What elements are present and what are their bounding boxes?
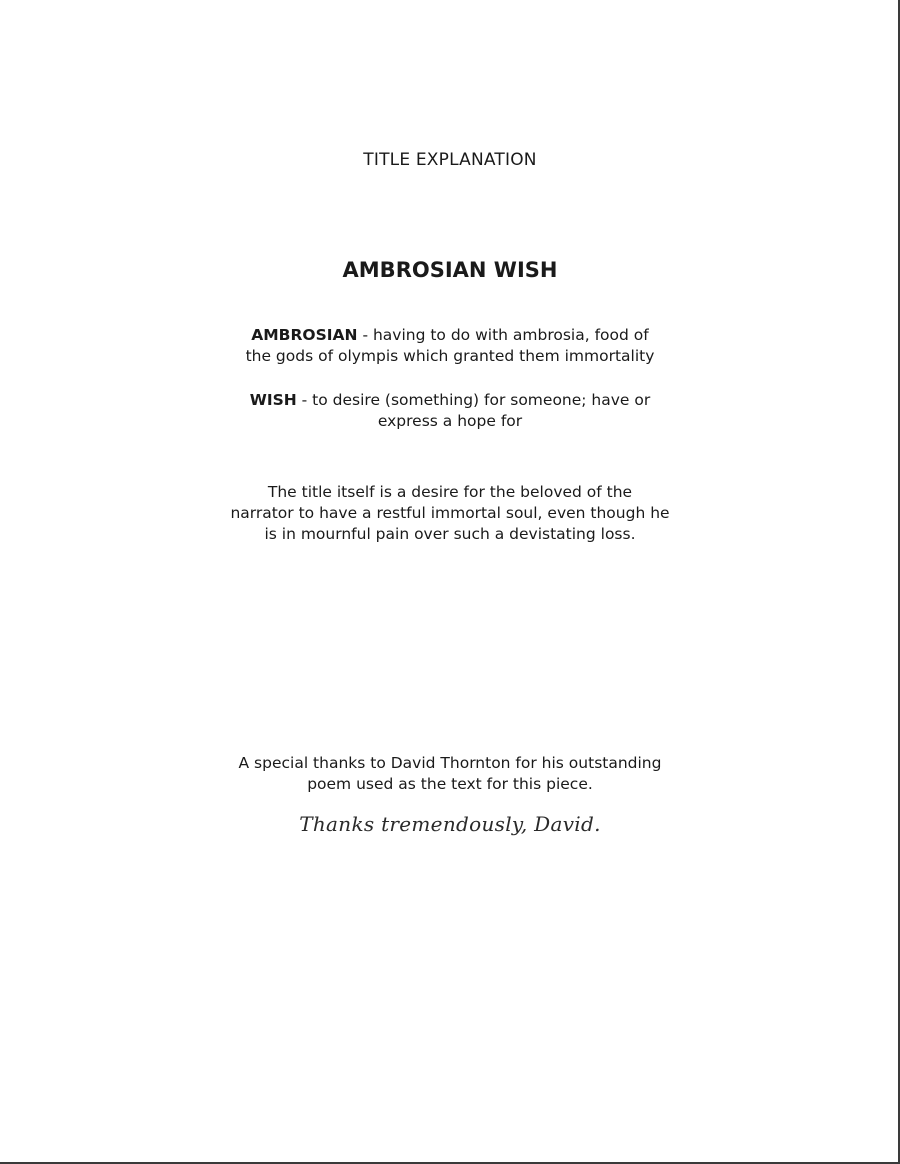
definition-term: WISH bbox=[249, 391, 297, 409]
definition-ambrosian bbox=[0, 325, 900, 367]
handwritten-signature: Thanks tremendously, David. bbox=[299, 812, 601, 836]
definition-text: the gods of olympis which granted them immortality bbox=[245, 347, 655, 365]
definition-text: - having to do with ambrosia, food of bbox=[357, 326, 649, 344]
paragraph-line: is in mournful pain over such a devistating loss. bbox=[264, 525, 636, 543]
definition-text: express a hope for bbox=[377, 412, 523, 430]
definition-line bbox=[0, 325, 900, 346]
definition-line bbox=[0, 390, 900, 411]
paragraph-line: narrator to have a restful immortal soul, even though he bbox=[230, 504, 670, 522]
section-heading: TITLE EXPLANATION bbox=[363, 150, 537, 170]
acknowledgement-paragraph bbox=[0, 753, 900, 795]
paragraph-line: The title itself is a desire for the beloved of the bbox=[267, 483, 633, 501]
definition-text: - to desire (something) for someone; have or bbox=[296, 391, 651, 409]
paragraph-line: poem used as the text for this piece. bbox=[307, 775, 593, 793]
title-explanation-paragraph bbox=[0, 482, 900, 545]
definition-term: AMBROSIAN bbox=[251, 326, 358, 344]
paragraph-line: A special thanks to David Thornton for his outstanding bbox=[238, 754, 662, 772]
page-title: AMBROSIAN WISH bbox=[342, 258, 558, 282]
definition-wish bbox=[0, 390, 900, 432]
